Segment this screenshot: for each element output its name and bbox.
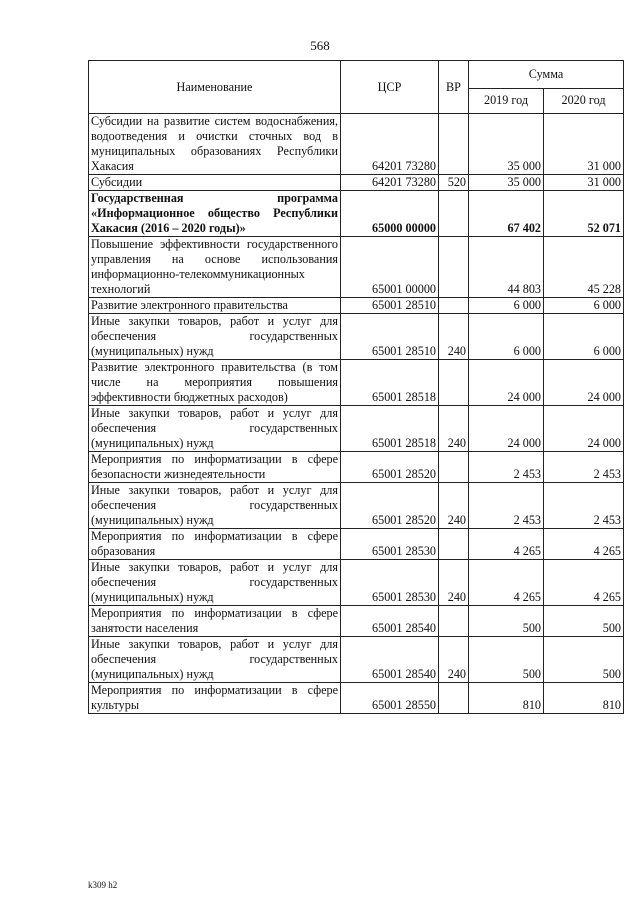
table-row [89, 683, 624, 714]
table-row [89, 114, 624, 175]
row-name: Мероприятия по информатизации в сфере культуры [89, 683, 341, 714]
row-sum-2020: 2 453 [544, 483, 624, 529]
row-sum-2020: 6 000 [544, 298, 624, 314]
row-code: 65001 00000 [341, 237, 439, 298]
row-vr [439, 452, 469, 483]
row-sum-2019: 500 [469, 637, 544, 683]
row-vr [439, 114, 469, 175]
row-name: Повышение эффективности государственного управления на основе использования информационно-телекоммуникационных технологий [89, 237, 341, 298]
row-sum-2019: 24 000 [469, 406, 544, 452]
row-sum-2019: 67 402 [469, 191, 544, 237]
row-vr [439, 237, 469, 298]
table-row [89, 606, 624, 637]
row-code: 64201 73280 [341, 175, 439, 191]
row-sum-2020: 24 000 [544, 406, 624, 452]
row-name: Мероприятия по информатизации в сфере занятости населения [89, 606, 341, 637]
row-code: 65001 28520 [341, 483, 439, 529]
row-name: Мероприятия по информатизации в сфере образования [89, 529, 341, 560]
table-row [89, 637, 624, 683]
row-code: 65001 28530 [341, 560, 439, 606]
row-sum-2019: 44 803 [469, 237, 544, 298]
row-name: Иные закупки товаров, работ и услуг для обеспечения государственных (муниципальных) нужд [89, 637, 341, 683]
header-year-2019: 2019 год [469, 88, 544, 113]
budget-table [88, 60, 624, 714]
row-sum-2020: 45 228 [544, 237, 624, 298]
row-vr: 240 [439, 406, 469, 452]
row-name: Иные закупки товаров, работ и услуг для обеспечения государственных (муниципальных) нужд [89, 314, 341, 360]
table-body [89, 114, 624, 714]
table-row [89, 529, 624, 560]
table-row [89, 360, 624, 406]
table-row [89, 175, 624, 191]
row-vr [439, 606, 469, 637]
row-code: 65001 28518 [341, 360, 439, 406]
table-row [89, 452, 624, 483]
header-year-2020: 2020 год [544, 88, 624, 113]
row-name: Государственная программа «Информационное общество Республики Хакасия (2016 – 2020 годы)» [89, 191, 341, 237]
row-vr [439, 298, 469, 314]
row-vr: 240 [439, 560, 469, 606]
row-vr: 520 [439, 175, 469, 191]
row-vr: 240 [439, 314, 469, 360]
table-row [89, 560, 624, 606]
row-sum-2020: 31 000 [544, 114, 624, 175]
row-sum-2020: 4 265 [544, 560, 624, 606]
row-name: Развитие электронного правительства [89, 298, 341, 314]
row-code: 65001 28510 [341, 298, 439, 314]
row-sum-2020: 31 000 [544, 175, 624, 191]
row-vr [439, 360, 469, 406]
row-sum-2020: 810 [544, 683, 624, 714]
row-sum-2019: 6 000 [469, 298, 544, 314]
row-sum-2019: 4 265 [469, 560, 544, 606]
row-name: Иные закупки товаров, работ и услуг для обеспечения государственных (муниципальных) нужд [89, 406, 341, 452]
row-code: 65001 28550 [341, 683, 439, 714]
row-sum-2019: 2 453 [469, 452, 544, 483]
table-row [89, 314, 624, 360]
table-row [89, 298, 624, 314]
row-code: 65001 28510 [341, 314, 439, 360]
row-name: Иные закупки товаров, работ и услуг для обеспечения государственных (муниципальных) нужд [89, 560, 341, 606]
row-vr [439, 529, 469, 560]
row-sum-2020: 500 [544, 606, 624, 637]
row-vr: 240 [439, 483, 469, 529]
row-sum-2019: 24 000 [469, 360, 544, 406]
row-code: 65001 28530 [341, 529, 439, 560]
row-sum-2019: 35 000 [469, 114, 544, 175]
row-code: 65001 28540 [341, 606, 439, 637]
row-sum-2019: 6 000 [469, 314, 544, 360]
row-name: Иные закупки товаров, работ и услуг для обеспечения государственных (муниципальных) нужд [89, 483, 341, 529]
header-sum: Сумма [469, 61, 624, 89]
table-row [89, 191, 624, 237]
row-sum-2020: 4 265 [544, 529, 624, 560]
row-sum-2020: 2 453 [544, 452, 624, 483]
table-row [89, 483, 624, 529]
table-row [89, 237, 624, 298]
row-vr: 240 [439, 637, 469, 683]
page-number: 568 [310, 38, 330, 53]
header-code: ЦСР [341, 61, 439, 114]
row-name: Субсидии на развитие систем водоснабжения, водоотведения и очистки сточных вод в муниципальных образованиях Республики Хакасия [89, 114, 341, 175]
row-code: 65001 28520 [341, 452, 439, 483]
row-sum-2020: 6 000 [544, 314, 624, 360]
row-name: Развитие электронного правительства (в том числе на мероприятия повышения эффективности бюджетных расходов) [89, 360, 341, 406]
row-vr [439, 683, 469, 714]
row-code: 64201 73280 [341, 114, 439, 175]
row-sum-2019: 500 [469, 606, 544, 637]
header-name: Наименование [89, 61, 341, 114]
row-code: 65001 28518 [341, 406, 439, 452]
row-sum-2019: 2 453 [469, 483, 544, 529]
row-name: Субсидии [89, 175, 341, 191]
footer-code: k309 h2 [88, 880, 118, 890]
row-sum-2019: 810 [469, 683, 544, 714]
row-sum-2020: 500 [544, 637, 624, 683]
row-sum-2020: 52 071 [544, 191, 624, 237]
row-code: 65001 28540 [341, 637, 439, 683]
row-code: 65000 00000 [341, 191, 439, 237]
header-vr: ВР [439, 61, 469, 114]
row-sum-2020: 24 000 [544, 360, 624, 406]
row-sum-2019: 4 265 [469, 529, 544, 560]
table-row [89, 406, 624, 452]
row-sum-2019: 35 000 [469, 175, 544, 191]
row-name: Мероприятия по информатизации в сфере безопасности жизнедеятельности [89, 452, 341, 483]
row-vr [439, 191, 469, 237]
